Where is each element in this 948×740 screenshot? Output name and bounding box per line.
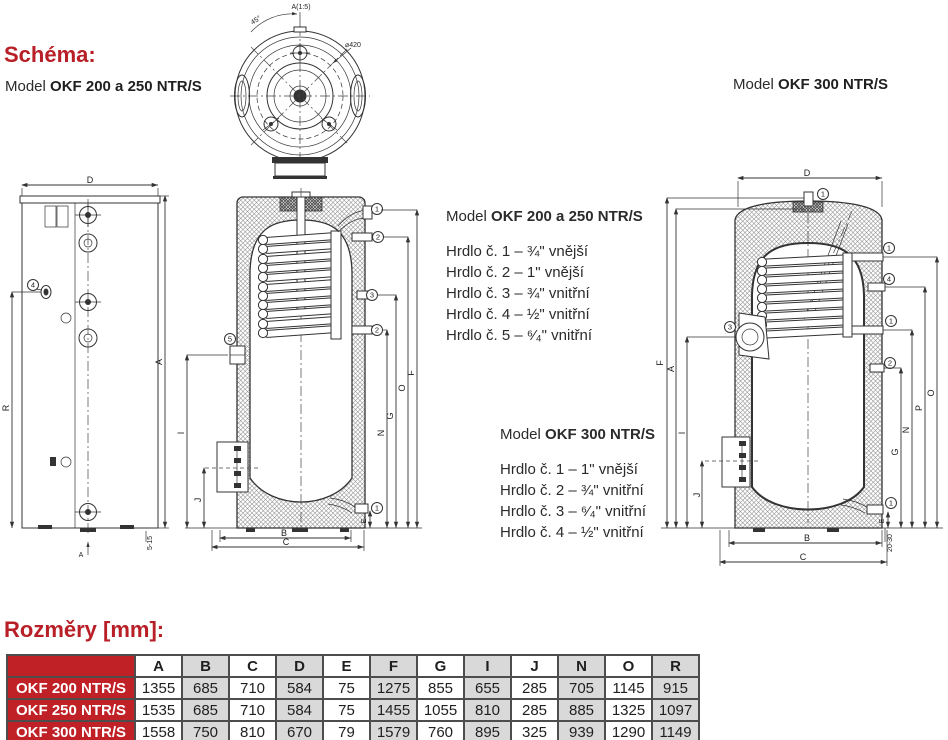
row-label: OKF 200 NTR/S	[7, 677, 135, 699]
dim-label-o: O	[397, 384, 407, 392]
model-name-left: OKF 200 a 250 NTR/S	[50, 78, 202, 95]
svg-text:4: 4	[886, 274, 892, 284]
top-fitting	[294, 27, 306, 32]
diameter-label: ⌀420	[345, 42, 361, 49]
tank-base	[272, 157, 328, 179]
svg-text:5: 5	[227, 334, 233, 344]
col-header-j: J	[511, 655, 558, 677]
section-300-diagram	[655, 165, 948, 600]
dim-label-d: D	[803, 168, 811, 178]
dim-cell: 1558	[135, 721, 182, 740]
svg-text:2: 2	[375, 232, 381, 242]
right-dimensions	[361, 210, 417, 528]
col-header-e: E	[323, 655, 370, 677]
rating-label-box	[45, 206, 68, 227]
spec-title: Model OKF 300 NTR/S	[500, 426, 656, 443]
top-view-diagram	[225, 0, 385, 180]
dim-cell: 584	[276, 677, 323, 699]
dim-cell: 584	[276, 699, 323, 721]
dim-cell: 895	[464, 721, 511, 740]
section-200-250-diagram	[176, 180, 450, 600]
dim-cell: 325	[511, 721, 558, 740]
dim-cell: 685	[182, 677, 229, 699]
col-header-d: D	[276, 655, 323, 677]
dim-label-n: N	[376, 429, 386, 437]
front-view-diagram	[0, 175, 200, 565]
col-header-a: A	[135, 655, 182, 677]
model-label-left	[5, 78, 202, 95]
dim-cell: 75	[323, 699, 370, 721]
dim-label-g: G	[890, 448, 900, 456]
port-lower-2	[352, 325, 383, 336]
dim-cell: 810	[464, 699, 511, 721]
svg-text:1: 1	[374, 204, 380, 214]
coil-header-pipe	[331, 231, 341, 339]
dim-cell: 285	[511, 699, 558, 721]
svg-text:1: 1	[888, 498, 894, 508]
spec-line: Hrdlo č. 5 – ⁶⁄₄" vnitřní	[446, 327, 593, 344]
dim-label-a: A	[666, 365, 676, 373]
dim-cell: 1145	[605, 677, 652, 699]
col-header-r: R	[652, 655, 699, 677]
model-label-right	[733, 76, 888, 93]
dim-cell: 1579	[370, 721, 417, 740]
dim-cell: 1355	[135, 677, 182, 699]
dim-cell: 1149	[652, 721, 699, 740]
dim-label-g: G	[385, 412, 395, 420]
table-row-okf300	[7, 721, 699, 740]
view-scale-label: A(1:5)	[291, 4, 311, 11]
dim-cell: 760	[417, 721, 464, 740]
spec-line: Hrdlo č. 4 – ½" vnitřní	[500, 524, 644, 541]
svg-text:3: 3	[727, 322, 733, 332]
svg-text:4: 4	[30, 280, 36, 290]
dim-cell: 655	[464, 677, 511, 699]
spec-line: Hrdlo č. 1 – ¾" vnější	[446, 243, 589, 260]
svg-text:3: 3	[369, 290, 375, 300]
spec-line: Hrdlo č. 4 – ½" vnitřní	[446, 306, 590, 323]
dim-cell: 810	[229, 721, 276, 740]
col-header-c: C	[229, 655, 276, 677]
spec-line: Hrdlo č. 3 – ¾" vnitřní	[446, 285, 590, 302]
dim-label-o: O	[926, 389, 936, 397]
dim-label-b: B	[280, 528, 288, 538]
table-header-row	[7, 655, 699, 677]
dim-label-i: I	[176, 431, 186, 435]
svg-text:2: 2	[887, 358, 893, 368]
callout-4	[28, 280, 52, 299]
dim-cell: 855	[417, 677, 464, 699]
spec-block-200-250	[446, 206, 643, 346]
dim-label-f: F	[655, 360, 665, 366]
dim-label-p: P	[914, 404, 924, 412]
dim-cell: 710	[229, 699, 276, 721]
port-left-3	[687, 313, 769, 359]
dim-label-c: C	[282, 537, 290, 547]
spec-block-300	[500, 424, 655, 543]
dim-label-d: D	[86, 175, 94, 185]
spec-line: Hrdlo č. 2 – ¾" vnitřní	[500, 482, 644, 499]
bottom-dimensions	[720, 530, 887, 566]
dim-cell: 285	[511, 677, 558, 699]
dim-cell: 710	[229, 677, 276, 699]
dimensions-heading: Rozměry [mm]:	[4, 617, 165, 642]
svg-text:1: 1	[888, 316, 894, 326]
spec-line: Hrdlo č. 1 – 1" vnější	[500, 461, 638, 478]
dim-cell: 685	[182, 699, 229, 721]
port-upper-2	[352, 232, 384, 243]
dim-label-e: E	[879, 518, 886, 524]
dim-cell: 1325	[605, 699, 652, 721]
col-header-o: O	[605, 655, 652, 677]
svg-text:2: 2	[374, 325, 380, 335]
dim-cell: 1097	[652, 699, 699, 721]
dim-label-f: F	[406, 370, 416, 376]
model-name-right: OKF 300 NTR/S	[778, 76, 889, 93]
dim-label-j: J	[692, 492, 702, 498]
dim-label-a: A	[154, 358, 164, 366]
row-label: OKF 250 NTR/S	[7, 699, 135, 721]
left-dimensions	[655, 198, 702, 528]
dim-label-e: E	[361, 518, 368, 524]
col-header-g: G	[417, 655, 464, 677]
col-header-n: N	[558, 655, 605, 677]
dim-cell: 705	[558, 677, 605, 699]
front-fittings	[50, 203, 101, 521]
heating-coil	[757, 255, 847, 339]
coil-header-pipe	[843, 253, 852, 337]
dim-cell: 1290	[605, 721, 652, 740]
dim-label-5-15: 5-15	[147, 535, 154, 551]
angle-label: 45°	[249, 14, 263, 27]
dim-cell: 1535	[135, 699, 182, 721]
dimensions-table	[6, 654, 700, 740]
view-arrow-label: A	[78, 552, 84, 559]
dim-cell: 885	[558, 699, 605, 721]
model-prefix: Model	[5, 78, 46, 95]
table-row-okf250	[7, 699, 699, 721]
schema-heading: Schéma:	[4, 42, 96, 67]
spec-line: Hrdlo č. 2 – 1" vnější	[446, 264, 584, 281]
dim-label-b: B	[803, 533, 811, 543]
dim-cell: 915	[652, 677, 699, 699]
spec-line: Hrdlo č. 3 – ⁶⁄₄" vnitřní	[500, 503, 647, 520]
dim-label-r: R	[1, 404, 11, 412]
dim-label-c: C	[799, 552, 807, 562]
dim-cell: 79	[323, 721, 370, 740]
spec-title: Model OKF 200 a 250 NTR/S	[446, 208, 643, 225]
table-corner-cell	[7, 655, 135, 677]
svg-text:1: 1	[886, 243, 892, 253]
dim-cell: 1455	[370, 699, 417, 721]
dim-label-j: J	[193, 497, 203, 503]
col-header-i: I	[464, 655, 511, 677]
svg-text:1: 1	[374, 503, 380, 513]
dim-cell: 670	[276, 721, 323, 740]
svg-text:1: 1	[820, 189, 826, 199]
tank-body	[20, 196, 160, 528]
row-label: OKF 300 NTR/S	[7, 721, 135, 740]
dim-label-n: N	[901, 426, 911, 434]
dim-cell: 75	[323, 677, 370, 699]
dim-label-i: I	[677, 431, 687, 435]
insulation-wall	[735, 201, 882, 528]
dim-cell: 1275	[370, 677, 417, 699]
table-row-okf200	[7, 677, 699, 699]
col-header-f: F	[370, 655, 417, 677]
port-mid-3	[357, 290, 378, 301]
dim-cell: 939	[558, 721, 605, 740]
dim-label-20-30: 20-30	[887, 534, 894, 552]
dim-cell: 1055	[417, 699, 464, 721]
dim-cell: 750	[182, 721, 229, 740]
col-header-b: B	[182, 655, 229, 677]
model-prefix-right: Model	[733, 76, 774, 93]
heating-coil	[258, 232, 338, 337]
